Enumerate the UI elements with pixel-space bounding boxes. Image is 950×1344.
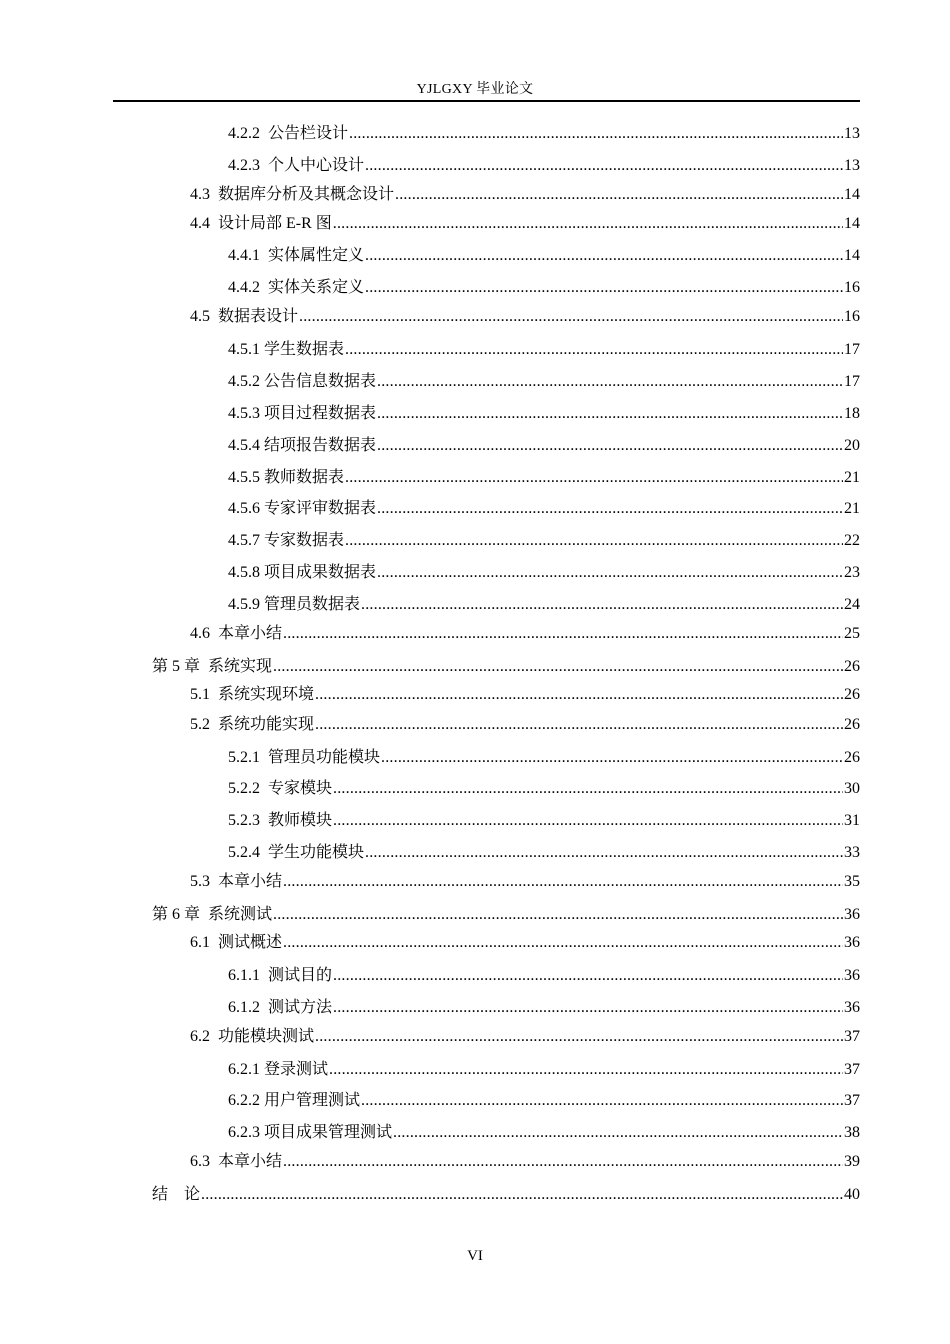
toc-entry-page: 37 [844,1092,860,1109]
toc-entry-page: 21 [844,469,860,486]
toc-dot-leader [283,872,843,892]
toc-entry-separator [210,933,218,953]
toc-entry-title: 系统测试 [208,906,273,923]
toc-entry-title: 系统实现环境 [218,686,315,703]
toc-entry-separator [260,278,268,298]
toc-entry-number: 结 [152,1186,169,1203]
toc-entry-page: 14 [844,186,860,203]
toc-dot-leader [283,1152,843,1172]
toc-entry-title: 个人中心设计 [268,157,365,174]
toc-entry-number: 4.5 [190,308,210,325]
toc-entry[interactable] [228,744,860,768]
toc-entry[interactable] [228,1119,860,1143]
toc-entry-number: 5.2 [190,716,210,733]
toc-entry-page: 17 [844,341,860,358]
toc-entry-title: 实体属性定义 [268,247,365,264]
toc-dot-leader [381,748,843,768]
toc-entry-title: 专家数据表 [264,532,345,549]
toc-dot-leader [315,1027,843,1047]
toc-entry-separator [260,998,268,1018]
toc-entry-title: 管理员功能模块 [268,749,381,766]
toc-dot-leader [333,811,843,831]
toc-entry-number: 4.5.9 [228,596,260,613]
toc-dot-leader [283,624,843,644]
toc-dot-leader [349,124,843,144]
toc-dot-leader [377,499,843,519]
toc-dot-leader [395,185,843,205]
toc-entry[interactable] [190,620,860,644]
toc-dot-leader [345,340,843,360]
toc-dot-leader [345,531,843,551]
toc-dot-leader [273,657,843,677]
toc-entry-separator [260,843,268,863]
toc-entry-page: 37 [844,1028,860,1045]
toc-entry[interactable] [190,210,860,234]
toc-entry[interactable] [228,559,860,583]
toc-entry-number: 6.2.1 [228,1061,260,1078]
toc-entry-title: 项目成果数据表 [264,564,377,581]
toc-entry-number: 4.5.3 [228,405,260,422]
toc-entry-number: 6.2.3 [228,1124,260,1141]
toc-entry-page: 16 [844,279,860,296]
toc-entry-separator [200,905,208,925]
toc-entry-separator [210,872,218,892]
toc-dot-leader [377,436,843,456]
toc-entry[interactable] [228,807,860,831]
toc-dot-leader [333,779,843,799]
toc-entry-number: 4.5.2 [228,373,260,390]
toc-entry-separator [210,624,218,644]
toc-entry[interactable] [228,120,860,144]
toc-entry-title: 实体关系定义 [268,279,365,296]
toc-dot-leader [361,595,843,615]
toc-entry[interactable] [228,152,860,176]
toc-entry[interactable] [228,994,860,1018]
toc-entry-title: 本章小结 [218,1153,283,1170]
toc-entry-page: 33 [844,844,860,861]
toc-entry[interactable] [190,929,860,953]
toc-entry-title: 系统功能实现 [218,716,315,733]
toc-entry-number: 4.5.7 [228,532,260,549]
toc-entry[interactable] [228,274,860,298]
toc-entry-page: 18 [844,405,860,422]
toc-entry-number: 4.2.3 [228,157,260,174]
toc-entry-number: 5.2.4 [228,844,260,861]
toc-entry-separator [210,185,218,205]
toc-entry-separator [260,246,268,266]
toc-entry-page: 25 [844,625,860,642]
toc-dot-leader [365,156,843,176]
toc-entry-title: 论 [184,1186,201,1203]
toc-entry[interactable] [190,303,860,327]
toc-entry[interactable] [228,495,860,519]
toc-entry-separator [210,715,218,735]
toc-entry-title: 结项报告数据表 [264,437,377,454]
toc-entry-title: 学生功能模块 [268,844,365,861]
toc-entry-number: 4.5.1 [228,341,260,358]
toc-dot-leader [365,843,843,863]
toc-entry[interactable] [228,1087,860,1111]
toc-dot-leader [361,1091,843,1111]
toc-entry-number: 5.1 [190,686,210,703]
toc-entry-title: 管理员数据表 [264,596,361,613]
toc-entry[interactable] [190,1023,860,1047]
toc-entry-page: 36 [844,934,860,951]
toc-entry-title: 教师数据表 [264,469,345,486]
toc-entry-number: 第 5 章 [152,658,201,675]
toc-entry-separator [210,1027,218,1047]
toc-entry[interactable] [190,1148,860,1172]
toc-entry-page: 13 [844,157,860,174]
toc-entry-page: 14 [844,215,860,232]
toc-entry-separator [168,1185,184,1205]
toc-entry-page: 16 [844,308,860,325]
toc-entry-title: 教师模块 [268,812,333,829]
toc-entry-number: 第 6 章 [152,906,201,923]
toc-entry-page: 26 [844,749,860,766]
toc-entry-number: 4.5.6 [228,500,260,517]
toc-dot-leader [333,966,843,986]
toc-entry-page: 37 [844,1061,860,1078]
toc-entry-page: 30 [844,780,860,797]
toc-dot-leader [377,404,843,424]
toc-entry-number: 5.2.1 [228,749,260,766]
toc-entry-page: 36 [844,999,860,1016]
toc-entry-page: 38 [844,1124,860,1141]
toc-entry-title: 功能模块测试 [218,1028,315,1045]
toc-entry-title: 项目成果管理测试 [264,1124,393,1141]
toc-dot-leader [315,685,843,705]
toc-entry-separator [260,748,268,768]
toc-dot-leader [345,468,843,488]
toc-entry-page: 26 [844,716,860,733]
toc-entry-title: 用户管理测试 [264,1092,361,1109]
toc-entry-separator [210,685,218,705]
toc-entry-number: 4.2.2 [228,125,260,142]
header-rule [113,100,860,102]
toc-entry-separator [260,156,268,176]
toc-entry[interactable] [228,591,860,615]
toc-dot-leader [365,278,843,298]
toc-entry-page: 39 [844,1153,860,1170]
toc-entry-page: 13 [844,125,860,142]
toc-dot-leader [283,933,843,953]
toc-entry-title: 学生数据表 [264,341,345,358]
toc-entry-number: 5.2.2 [228,780,260,797]
toc-entry-title: 设计局部 E-R 图 [218,215,332,232]
toc-entry-separator [260,779,268,799]
toc-entry-number: 6.1 [190,934,210,951]
toc-dot-leader [273,905,843,925]
toc-entry-number: 4.3 [190,186,210,203]
toc-entry-title: 数据库分析及其概念设计 [218,186,395,203]
toc-entry-title: 系统实现 [208,658,273,675]
toc-entry[interactable] [228,368,860,392]
toc-entry[interactable] [152,901,860,925]
toc-entry-page: 21 [844,500,860,517]
toc-entry-page: 40 [844,1186,860,1203]
toc-entry[interactable] [228,242,860,266]
toc-entry-title: 本章小结 [218,873,283,890]
toc-entry-page: 26 [844,658,860,675]
toc-entry-number: 4.6 [190,625,210,642]
toc-entry-page: 26 [844,686,860,703]
toc-entry[interactable] [228,1056,860,1080]
toc-entry-number: 5.2.3 [228,812,260,829]
toc-entry-page: 17 [844,373,860,390]
toc-entry[interactable] [228,962,860,986]
toc-dot-leader [333,998,843,1018]
toc-entry-title: 专家评审数据表 [264,500,377,517]
toc-dot-leader [329,1060,843,1080]
toc-entry-number: 4.5.5 [228,469,260,486]
toc-dot-leader [333,214,843,234]
toc-entry-title: 登录测试 [264,1061,329,1078]
toc-entry-number: 6.2.2 [228,1092,260,1109]
toc-dot-leader [365,246,843,266]
page-number: VI [467,1248,483,1264]
toc-entry-number: 6.2 [190,1028,210,1045]
toc-dot-leader [299,307,843,327]
toc-entry[interactable] [228,775,860,799]
toc-entry[interactable] [152,1181,860,1205]
toc-entry-separator [200,657,208,677]
toc-entry-page: 24 [844,596,860,613]
toc-entry-title: 公告信息数据表 [264,373,377,390]
toc-entry-separator [260,124,268,144]
toc-entry-number: 4.4.2 [228,279,260,296]
toc-entry[interactable] [190,181,860,205]
toc-entry-number: 4.4 [190,215,210,232]
toc-entry-separator [210,1152,218,1172]
toc-entry-page: 31 [844,812,860,829]
toc-entry-separator [210,214,218,234]
toc-entry-title: 本章小结 [218,625,283,642]
toc-entry[interactable] [228,839,860,863]
toc-dot-leader [377,372,843,392]
toc-entry-number: 4.4.1 [228,247,260,264]
toc-dot-leader [393,1123,843,1143]
toc-entry[interactable] [228,336,860,360]
toc-entry[interactable] [190,868,860,892]
toc-entry[interactable] [228,432,860,456]
toc-entry-number: 6.1.1 [228,967,260,984]
toc-entry-separator [260,966,268,986]
toc-entry-number: 5.3 [190,873,210,890]
toc-entry-title: 测试概述 [218,934,283,951]
toc-entry-number: 6.3 [190,1153,210,1170]
toc-entry-title: 数据表设计 [218,308,299,325]
toc-entry-page: 36 [844,967,860,984]
toc-entry-page: 36 [844,906,860,923]
toc-entry-title: 公告栏设计 [268,125,349,142]
toc-entry-number: 4.5.4 [228,437,260,454]
toc-entry-number: 6.1.2 [228,999,260,1016]
toc-entry[interactable] [228,527,860,551]
toc-dot-leader [377,563,843,583]
toc-entry[interactable] [228,464,860,488]
toc-entry-title: 专家模块 [268,780,333,797]
page-header: YJLGXY 毕业论文 [416,82,534,97]
toc-entry[interactable] [190,681,860,705]
toc-entry-page: 14 [844,247,860,264]
toc-entry-number: 4.5.8 [228,564,260,581]
toc-entry-title: 测试方法 [268,999,333,1016]
toc-entry[interactable] [152,653,860,677]
toc-entry-page: 35 [844,873,860,890]
toc-entry-title: 测试目的 [268,967,333,984]
toc-entry-title: 项目过程数据表 [264,405,377,422]
toc-entry[interactable] [228,400,860,424]
toc-entry-separator [260,811,268,831]
toc-entry[interactable] [190,711,860,735]
toc-dot-leader [201,1185,843,1205]
toc-entry-page: 22 [844,532,860,549]
toc-entry-separator [210,307,218,327]
toc-dot-leader [315,715,843,735]
toc-entry-page: 20 [844,437,860,454]
toc-entry-page: 23 [844,564,860,581]
